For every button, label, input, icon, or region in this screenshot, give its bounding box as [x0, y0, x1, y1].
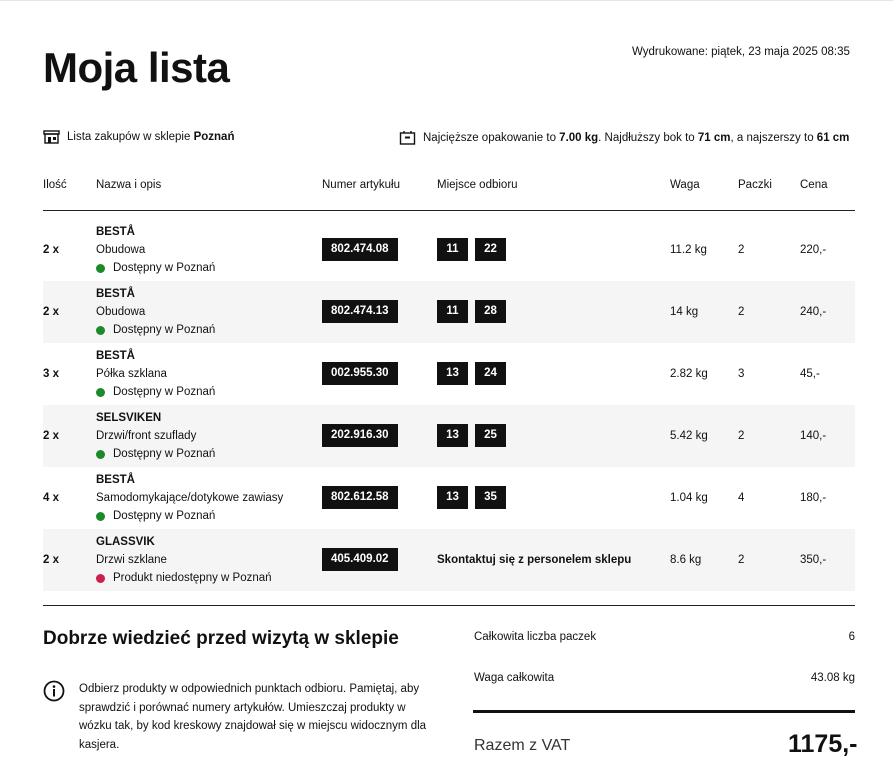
item-weight: 1.04 kg [670, 492, 708, 504]
article-number: 002.955.30 [322, 362, 398, 385]
availability-text: Dostępny w Poznań [113, 262, 216, 274]
aisle-badge: 11 [437, 300, 468, 323]
item-weight: 2.82 kg [670, 368, 708, 380]
longest-value: 71 cm [697, 131, 731, 144]
summary-divider [473, 710, 855, 713]
item-qty: 3 x [43, 368, 59, 380]
item-price: 220,- [800, 244, 827, 256]
available-dot-icon [96, 326, 105, 335]
item-name: GLASSVIK [96, 536, 155, 548]
package-info-text-2: . Najdłuższy bok to [598, 131, 695, 144]
item-packages: 2 [738, 244, 745, 256]
aisle-badge: 13 [437, 362, 468, 385]
available-dot-icon [96, 264, 105, 273]
article-number: 202.916.30 [322, 424, 398, 447]
availability-text: Dostępny w Poznań [113, 324, 216, 336]
item-name: BESTÅ [96, 474, 135, 486]
total-weight-label: Waga całkowita [474, 672, 555, 684]
aisle-badge: 13 [437, 486, 468, 509]
col-weight: Waga [670, 179, 700, 191]
item-availability [96, 386, 215, 398]
item-price: 240,- [800, 306, 827, 318]
aisle-badge: 11 [437, 238, 468, 261]
item-desc: Samodomykające/dotykowe zawiasy [96, 492, 284, 504]
total-vat-value: 1175,- [788, 730, 858, 758]
item-qty: 4 x [43, 492, 59, 504]
store-icon [43, 130, 60, 144]
col-price: Cena [800, 179, 828, 191]
widest-value: 61 cm [816, 131, 850, 144]
table-header [43, 178, 855, 211]
item-weight: 11.2 kg [670, 244, 707, 256]
bin-badge: 28 [475, 300, 506, 323]
item-desc: Obudowa [96, 244, 146, 256]
table-row [43, 529, 855, 591]
availability-text: Produkt niedostępny w Poznań [113, 572, 272, 584]
table-divider [43, 605, 855, 606]
availability-text: Dostępny w Poznań [113, 448, 216, 460]
article-number: 802.474.08 [322, 238, 398, 261]
article-number: 802.474.13 [322, 300, 398, 323]
total-vat-label: Razem z VAT [474, 737, 571, 754]
col-name: Nazwa i opis [96, 179, 162, 191]
item-desc: Półka szklana [96, 368, 167, 380]
package-info [399, 130, 849, 145]
bin-badge: 25 [475, 424, 506, 447]
table-row [43, 219, 855, 281]
item-availability [96, 262, 215, 274]
item-price: 350,- [800, 554, 827, 566]
item-packages: 2 [738, 554, 745, 566]
col-qty: Ilość [43, 179, 67, 191]
page-title: Moja lista [43, 44, 230, 91]
item-price: 45,- [800, 368, 820, 380]
item-packages: 4 [738, 492, 745, 504]
item-weight: 14 kg [670, 306, 699, 318]
col-article: Numer artykułu [322, 179, 400, 191]
bin-badge: 22 [475, 238, 506, 261]
total-packages-value: 6 [848, 631, 855, 643]
item-price: 140,- [800, 430, 827, 442]
item-price: 180,- [800, 492, 827, 504]
item-availability [96, 572, 272, 584]
table-row [43, 281, 855, 343]
item-name: BESTÅ [96, 288, 135, 300]
store-info [43, 130, 234, 144]
item-availability [96, 448, 215, 460]
item-qty: 2 x [43, 306, 59, 318]
item-name: BESTÅ [96, 226, 135, 238]
aisle-badge: 13 [437, 424, 468, 447]
item-availability [96, 324, 215, 336]
item-weight: 8.6 kg [670, 554, 702, 566]
heaviest-value: 7.00 kg [559, 131, 599, 144]
bin-badge: 24 [475, 362, 506, 385]
info-icon [43, 680, 65, 707]
item-desc: Drzwi szklane [96, 554, 167, 566]
package-info-text-1: Najcięższe opakowanie to [423, 131, 556, 144]
available-dot-icon [96, 388, 105, 397]
col-packages: Paczki [738, 179, 772, 191]
store-info-prefix: Lista zakupów w sklepie [67, 131, 191, 143]
top-border [0, 0, 893, 1]
item-packages: 3 [738, 368, 745, 380]
item-packages: 2 [738, 306, 745, 318]
item-desc: Obudowa [96, 306, 146, 318]
item-name: SELSVIKEN [96, 412, 162, 424]
total-weight-value: 43.08 kg [810, 672, 855, 684]
item-availability [96, 510, 215, 522]
good-to-know-text: Odbierz produkty w odpowiednich punktach odbioru. Pamiętaj, aby sprawdzić i porównać numery artykułów. Umieszczaj produkty w wózku tak, by kod kreskowy znajdował się w miejscu widocznym dla kasjera. [79, 683, 427, 751]
article-number: 405.409.02 [322, 548, 398, 571]
total-packages-label: Całkowita liczba paczek [474, 631, 597, 643]
bin-badge: 35 [475, 486, 506, 509]
availability-text: Dostępny w Poznań [113, 510, 216, 522]
available-dot-icon [96, 450, 105, 459]
package-icon [399, 130, 416, 145]
printed-timestamp: Wydrukowane: piątek, 23 maja 2025 08:35 [632, 46, 850, 58]
item-qty: 2 x [43, 430, 59, 442]
table-row [43, 467, 855, 529]
table-row [43, 343, 855, 405]
col-location: Miejsce odbioru [437, 179, 518, 191]
available-dot-icon [96, 512, 105, 521]
item-qty: 2 x [43, 244, 59, 256]
item-desc: Drzwi/front szuflady [96, 430, 197, 442]
article-number: 802.612.58 [322, 486, 398, 509]
unavailable-dot-icon [96, 574, 105, 583]
item-packages: 2 [738, 430, 745, 442]
availability-text: Dostępny w Poznań [113, 386, 216, 398]
item-qty: 2 x [43, 554, 59, 566]
item-name: BESTÅ [96, 350, 135, 362]
table-row [43, 405, 855, 467]
good-to-know-title: Dobrze wiedzieć przed wizytą w sklepie [43, 628, 399, 649]
package-info-text-3: , a najszerszy to [730, 131, 814, 144]
contact-staff-text: Skontaktuj się z personelem sklepu [437, 554, 632, 566]
store-name: Poznań [193, 131, 235, 143]
item-weight: 5.42 kg [670, 430, 708, 442]
